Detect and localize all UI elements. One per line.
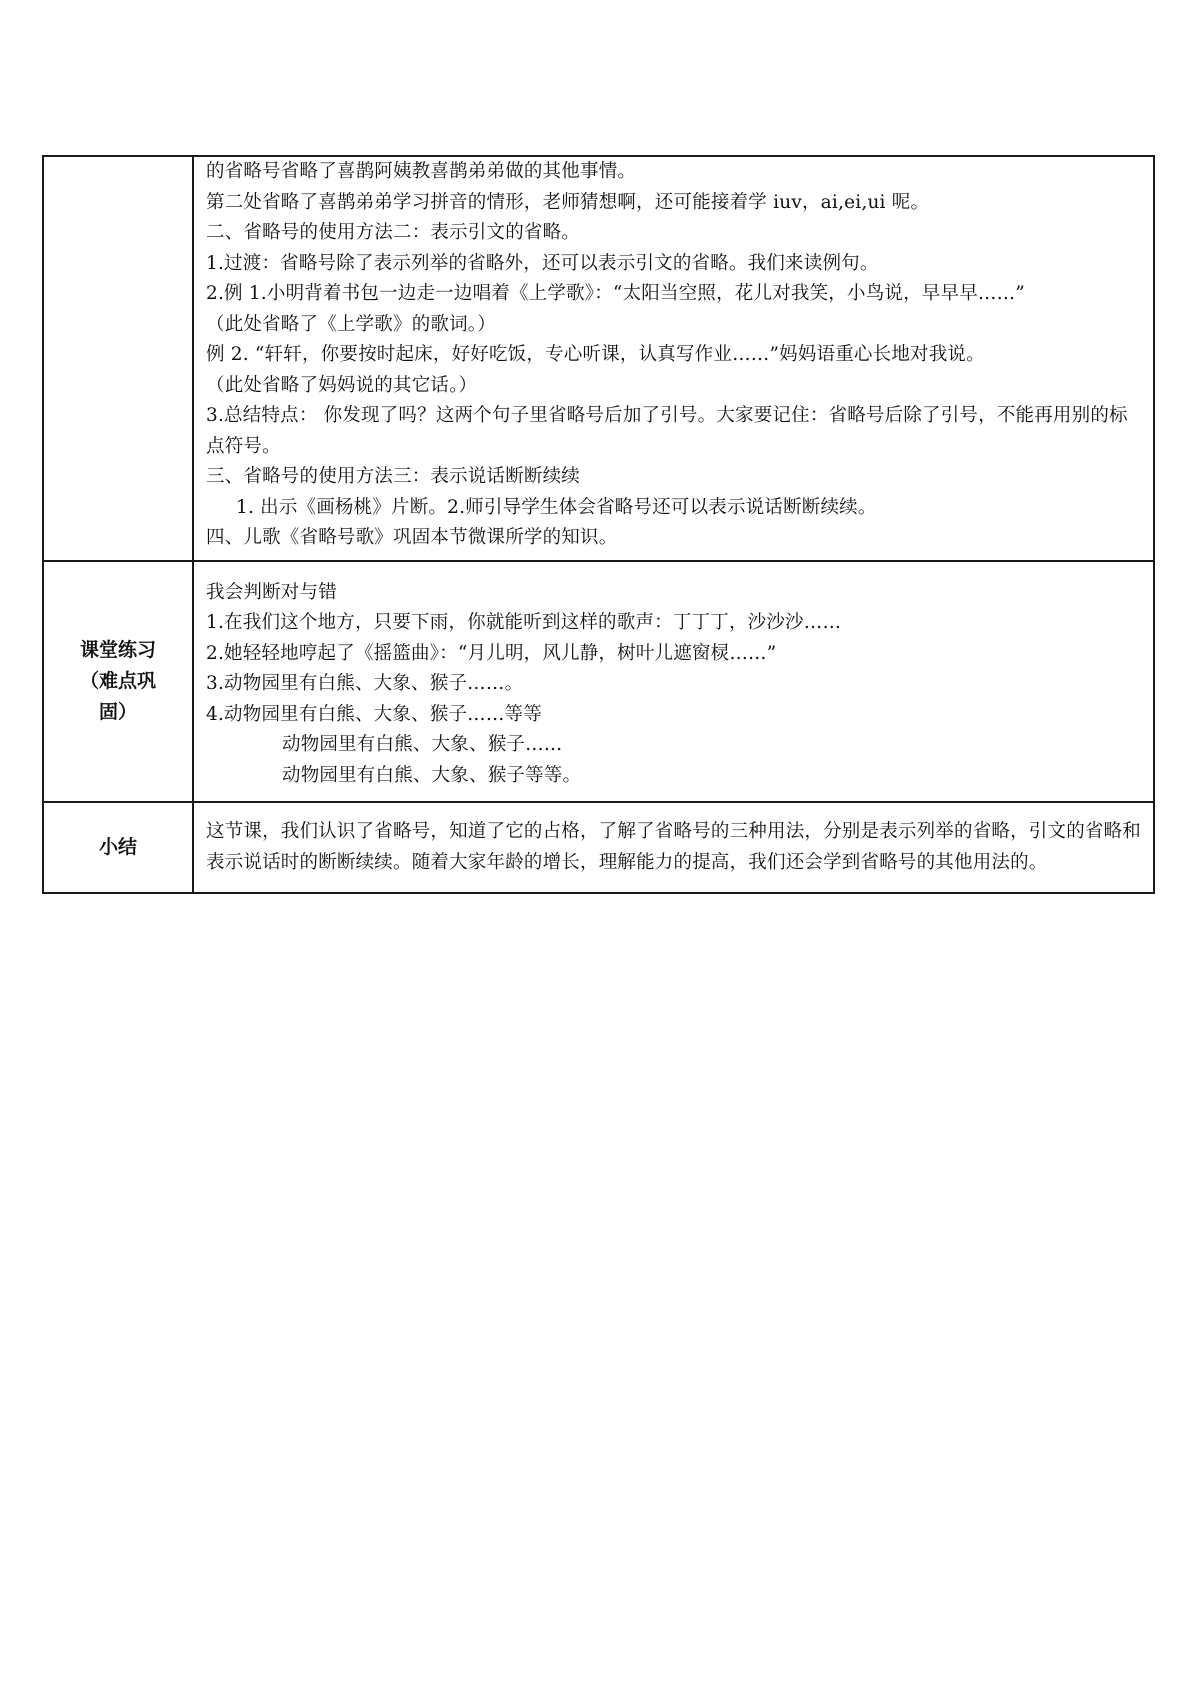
row-label-cell	[43, 802, 193, 893]
exercise-item: 1.在我们这个地方，只要下雨，你就能听到这样的歌声：丁丁丁，沙沙沙……	[206, 612, 842, 633]
content-note: （此处省略了妈妈说的其它话。）	[206, 374, 478, 396]
content-line: 3.总结特点： 你发现了吗？这两个句子里省略号后加了引号。大家要记住：省略号后除了引号，不能再用别的标点符号。	[206, 405, 1128, 457]
content-line: 例 2. “轩轩，你要按时起床，好好吃饭，专心听课，认真写作业……”妈妈语重心长地对我说。	[206, 344, 985, 365]
exercise-item: 2.她轻轻地哼起了《摇篮曲》：“月儿明，风儿静，树叶儿遮窗棂……”	[206, 642, 777, 664]
exercise-item: 动物园里有白熊、大象、猴子……	[282, 734, 563, 755]
content-line: 2.例 1.小明背着书包一边走一边唱着《上学歌》：“太阳当空照，花儿对我笑，小鸟说，早早早……”	[206, 283, 1025, 304]
summary-paragraph: 这节课，我们认识了省略号，知道了它的占格，了解了省略号的三种用法，分别是表示列举的省略，引文的省略和表示说话时的断断续续。随着大家年龄的增长，理解能力的提高，我们还会学到省略号的其他用法的。	[206, 821, 1142, 873]
section-heading: 四、儿歌《省略号歌》巩固本节微课所学的知识。	[206, 527, 618, 548]
exercise-item: 3.动物园里有白熊、大象、猴子……。	[206, 673, 524, 694]
exercise-item: 4.动物园里有白熊、大象、猴子……等等	[206, 703, 542, 725]
section-heading: 二、省略号的使用方法二：表示引文的省略。	[206, 222, 581, 243]
lesson-plan-table	[42, 155, 1155, 894]
content-note: （此处省略了《上学歌》的歌词。）	[206, 313, 496, 335]
row-label: 小结	[98, 836, 137, 858]
row-content-cell	[193, 561, 1154, 803]
row-label: 课堂练习 （难点巩 固）	[79, 638, 156, 723]
content-line: 1. 出示《画杨桃》片断。2.师引导学生体会省略号还可以表示说话断断续续。	[236, 496, 877, 518]
row-label-cell	[43, 156, 193, 561]
table-row-summary	[43, 802, 1154, 893]
table-row-practice	[43, 561, 1154, 803]
section-heading: 三、省略号的使用方法三：表示说话断断续续	[206, 466, 581, 487]
content-line: 第二处省略了喜鹊弟弟学习拼音的情形，老师猜想啊，还可能接着学 iuv，ai,ei,ui 呢。	[206, 191, 930, 213]
row-content-cell	[193, 156, 1154, 561]
row-label-cell	[43, 561, 193, 803]
content-line: 我会判断对与错	[206, 581, 337, 603]
content-line: 1.过渡：省略号除了表示列举的省略外，还可以表示引文的省略。我们来读例句。	[206, 252, 879, 274]
content-line: 的省略号省略了喜鹊阿姨教喜鹊弟弟做的其他事情。	[206, 161, 637, 182]
table-row-continued-content	[43, 156, 1154, 561]
row-content-cell	[193, 802, 1154, 893]
exercise-item: 动物园里有白熊、大象、猴子等等。	[282, 764, 582, 786]
